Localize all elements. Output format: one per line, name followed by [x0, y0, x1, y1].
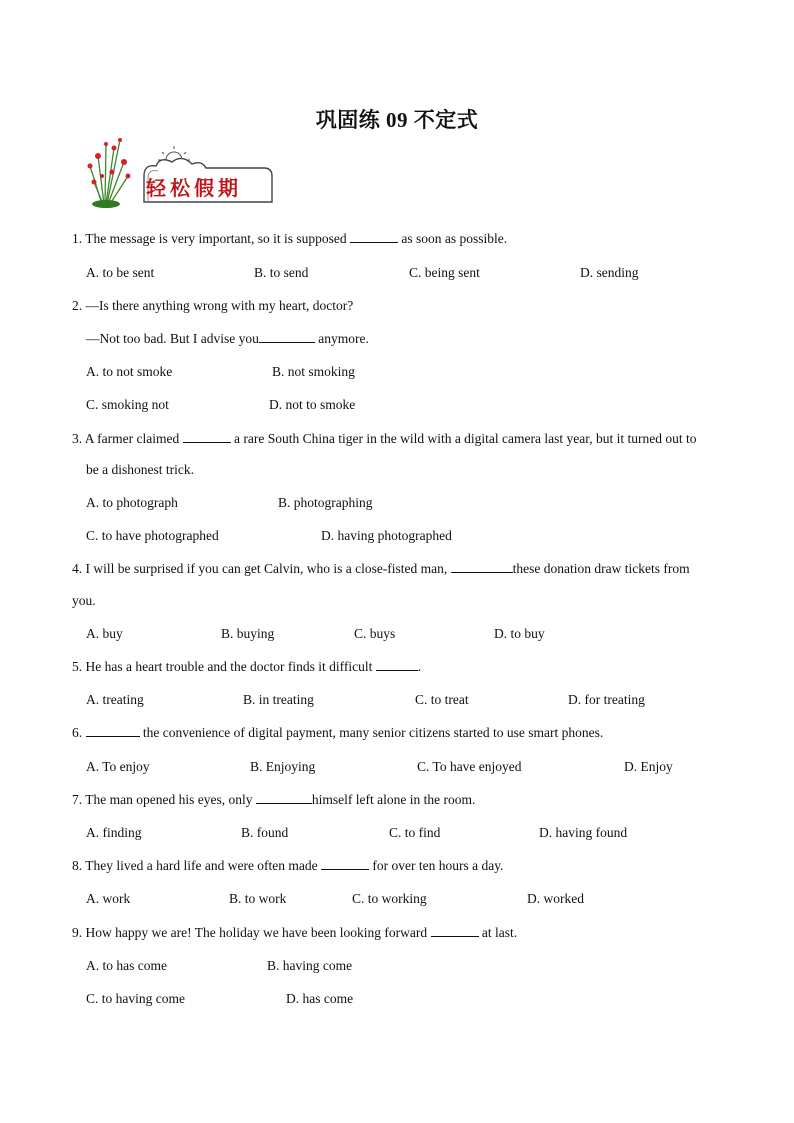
answer-blank[interactable] — [256, 792, 312, 804]
answer-blank[interactable] — [431, 925, 479, 937]
question-number: 7. — [72, 792, 83, 807]
option-a[interactable]: A. to photograph — [86, 495, 178, 510]
option-d[interactable]: D. has come — [286, 991, 354, 1006]
holiday-banner — [84, 136, 274, 208]
option-d[interactable]: D. not to smoke — [269, 397, 356, 412]
question-stem: for over ten hours a day. — [372, 858, 504, 873]
option-b[interactable]: B. in treating — [243, 692, 314, 707]
option-d[interactable]: D. having photographed — [321, 528, 452, 543]
question-stem: I will be surprised if you can get Calvin, who is a close-fisted man, — [85, 561, 448, 576]
question-6 — [72, 725, 603, 741]
option-c[interactable]: C. being sent — [409, 265, 480, 280]
question-3-line2: be a dishonest trick. — [86, 462, 194, 477]
option-b[interactable]: B. found — [241, 825, 289, 840]
option-a[interactable]: A. finding — [86, 825, 142, 840]
question-4 — [72, 561, 690, 577]
answer-blank[interactable] — [321, 858, 369, 870]
question-number: 8. — [72, 858, 83, 873]
option-a[interactable]: A. treating — [86, 692, 144, 707]
option-d[interactable]: D. to buy — [494, 626, 545, 641]
question-stem: —Is there anything wrong with my heart, doctor? — [85, 298, 354, 313]
option-b[interactable]: B. to work — [229, 891, 287, 906]
answer-blank[interactable] — [86, 725, 140, 737]
question-4-line2: you. — [72, 593, 96, 608]
option-a[interactable]: A. to not smoke — [86, 364, 173, 379]
option-c[interactable]: C. to working — [352, 891, 427, 906]
banner-label: 轻松假期 — [146, 176, 242, 200]
question-number: 3. — [72, 431, 83, 446]
option-d[interactable]: D. worked — [527, 891, 584, 906]
answer-blank[interactable] — [350, 231, 398, 243]
question-stem: How happy we are! The holiday we have been looking forward — [85, 925, 428, 940]
answer-blank[interactable] — [451, 561, 513, 573]
option-d[interactable]: D. Enjoy — [624, 759, 673, 774]
question-stem: at last. — [481, 925, 518, 940]
option-a[interactable]: A. to be sent — [86, 265, 155, 280]
question-number: 9. — [72, 925, 83, 940]
option-b[interactable]: B. buying — [221, 626, 275, 641]
option-a[interactable]: A. buy — [86, 626, 123, 641]
option-a[interactable]: A. To enjoy — [86, 759, 150, 774]
option-d[interactable]: D. having found — [539, 825, 628, 840]
answer-blank[interactable] — [259, 331, 315, 343]
question-stem: He has a heart trouble and the doctor finds it difficult — [85, 659, 373, 674]
question-stem: . — [417, 659, 422, 674]
option-b[interactable]: B. photographing — [278, 495, 373, 510]
question-stem: anymore. — [318, 331, 369, 346]
option-c[interactable]: C. to having come — [86, 991, 185, 1006]
question-3 — [72, 431, 696, 447]
question-8 — [72, 858, 504, 874]
question-stem: A farmer claimed — [84, 431, 180, 446]
question-number: 1. — [72, 231, 83, 246]
question-7 — [72, 792, 475, 808]
question-stem: The message is very important, so it is supposed — [85, 231, 347, 246]
option-c[interactable]: C. buys — [354, 626, 396, 641]
question-stem: the convenience of digital payment, many senior citizens started to use smart phones. — [142, 725, 604, 740]
question-number: 6. — [72, 725, 83, 740]
option-d[interactable]: D. sending — [580, 265, 639, 280]
option-b[interactable]: B. Enjoying — [250, 759, 316, 774]
question-stem: —Not too bad. But I advise you — [86, 331, 259, 346]
question-number: 2. — [72, 298, 83, 313]
answer-blank[interactable] — [183, 431, 231, 443]
question-1 — [72, 231, 507, 247]
question-9 — [72, 925, 517, 941]
option-a[interactable]: A. work — [86, 891, 131, 906]
question-5 — [72, 659, 421, 675]
option-b[interactable]: B. having come — [267, 958, 353, 973]
page-title: 巩固练 09 不定式 — [315, 108, 479, 132]
option-c[interactable]: C. smoking not — [86, 397, 169, 412]
option-b[interactable]: B. to send — [254, 265, 309, 280]
option-b[interactable]: B. not smoking — [272, 364, 355, 379]
option-c[interactable]: C. To have enjoyed — [417, 759, 522, 774]
option-c[interactable]: C. to find — [389, 825, 441, 840]
question-stem: a rare South China tiger in the wild with a digital camera last year, but it turned out to — [233, 431, 697, 446]
option-a[interactable]: A. to has come — [86, 958, 167, 973]
option-c[interactable]: C. to have photographed — [86, 528, 219, 543]
question-stem: as soon as possible. — [401, 231, 508, 246]
question-2-line2 — [86, 331, 369, 347]
option-d[interactable]: D. for treating — [568, 692, 645, 707]
question-2 — [72, 298, 353, 314]
question-stem: The man opened his eyes, only — [85, 792, 253, 807]
question-number: 5. — [72, 659, 83, 674]
option-c[interactable]: C. to treat — [415, 692, 469, 707]
question-stem: these donation draw tickets from — [512, 561, 690, 576]
answer-blank[interactable] — [376, 659, 418, 671]
question-number: 4. — [72, 561, 83, 576]
question-stem: They lived a hard life and were often made — [85, 858, 318, 873]
question-stem: himself left alone in the room. — [311, 792, 476, 807]
